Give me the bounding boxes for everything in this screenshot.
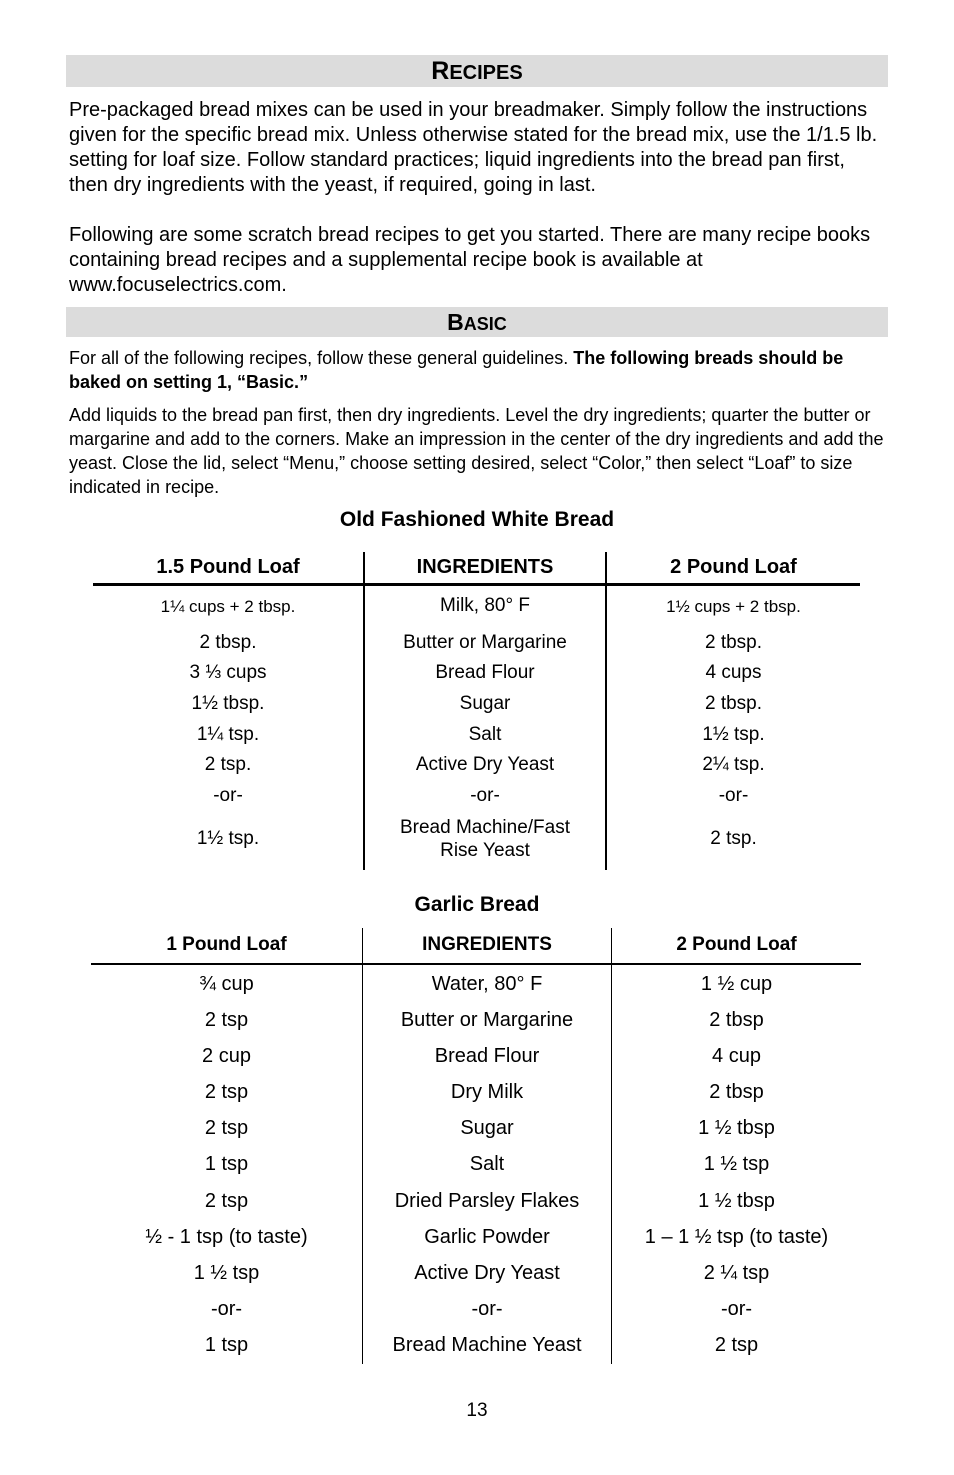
table-cell: Butter or Margarine xyxy=(400,1009,574,1031)
header-rule xyxy=(93,583,860,586)
garlic-bread-title: Garlic Bread xyxy=(414,893,540,916)
intro-paragraph: Pre-packaged bread mixes can be used in your breadmaker. Simply follow the instructions given for the specific bread mix. Unless otherwise stated for the bread mix, use the 1/1.5 lb. setting for loaf size. Follow standard practices; liquid ingredients into the bread pan first, then dry ingredients with the yeast, if required, going in last. xyxy=(69,99,878,196)
column-header-ingredients: INGREDIENTS xyxy=(422,934,552,955)
guidelines-text: For all of the following recipes, follow these general guidelines. xyxy=(69,348,574,368)
table-cell: 2 tbsp xyxy=(709,1081,764,1103)
table-cell: Dry Milk xyxy=(450,1081,524,1103)
table-cell: 4 cups xyxy=(705,662,762,683)
basic-heading-rest: ASIC xyxy=(463,314,507,334)
table-cell: 2 tsp xyxy=(204,1190,249,1212)
table-cell: 1½ tsp. xyxy=(196,828,260,849)
white-bread-title: Old Fashioned White Bread xyxy=(339,508,615,531)
table-cell: 2 tsp xyxy=(714,1334,759,1356)
table-cell: ½ - 1 tsp (to taste) xyxy=(145,1226,308,1248)
table-cell: ¾ cup xyxy=(199,973,254,995)
table-cell: -or- xyxy=(471,1298,503,1320)
table-cell xyxy=(365,816,605,862)
table-cell: 2 tbsp. xyxy=(199,632,257,653)
table-cell: -or- xyxy=(213,785,243,806)
recipes-heading-rest: ECIPES xyxy=(449,62,523,84)
table-cell: Garlic Powder xyxy=(424,1226,550,1248)
table-cell: Sugar xyxy=(460,1117,514,1139)
table-cell: 1½ tsp. xyxy=(702,724,765,745)
table-cell: 3 ⅓ cups xyxy=(189,662,267,683)
table-cell: 1¼ cups + 2 tbsp. xyxy=(160,597,296,616)
table-cell: Milk, 80° F xyxy=(440,595,530,616)
white-bread-table xyxy=(93,550,860,870)
table-cell: 1¼ tsp. xyxy=(196,724,260,745)
table-cell: 2 tsp xyxy=(204,1117,249,1139)
column-header-small-loaf: 1 Pound Loaf xyxy=(166,934,287,955)
ingredient-line: Rise Yeast xyxy=(440,840,530,861)
table-cell: Dried Parsley Flakes xyxy=(394,1190,580,1212)
recipes-heading xyxy=(66,55,888,87)
intro-paragraph-2: Following are some scratch bread recipes to get you started. There are many recipe books containing bread recipes and a supplemental recipe book is available at www.focuselectrics.com. xyxy=(69,224,871,296)
table-cell: 4 cup xyxy=(712,1045,761,1067)
column-header-small-loaf: 1.5 Pound Loaf xyxy=(156,556,300,578)
table-cell: 2 tbsp. xyxy=(704,632,763,653)
table-cell: 1½ tbsp. xyxy=(191,693,265,714)
table-cell: 2 tsp xyxy=(204,1009,249,1031)
column-header-ingredients: INGREDIENTS xyxy=(416,556,554,578)
table-cell: 1 ½ tbsp xyxy=(698,1117,775,1139)
table-cell: 2 ¼ tsp xyxy=(703,1262,770,1284)
table-cell: 2 tbsp xyxy=(709,1009,764,1031)
table-cell: Salt xyxy=(468,724,502,745)
column-header-large-loaf: 2 Pound Loaf xyxy=(676,934,797,955)
column-header-large-loaf: 2 Pound Loaf xyxy=(670,556,797,578)
instructions-paragraph: Add liquids to the bread pan first, then dry ingredients. Level the dry ingredients; quarter the butter or margarine and add to the corners. Make an impression in the center of the dry ingredients and add the yeast. Close the lid, select “Menu,” choose setting desired, select “Color,” then select “Loaf” to size indicated in recipe. xyxy=(69,405,884,497)
table-cell: 2 tsp. xyxy=(710,828,757,849)
table-cell: 1½ cups + 2 tbsp. xyxy=(666,597,801,616)
basic-heading-initial: B xyxy=(447,309,464,335)
table-cell: Water, 80° F xyxy=(431,973,543,995)
table-cell: Active Dry Yeast xyxy=(414,1262,560,1284)
table-cell: Butter or Margarine xyxy=(403,632,567,653)
ingredient-line: Bread Machine/Fast xyxy=(399,817,571,838)
table-cell: 1 ½ tsp xyxy=(703,1153,770,1175)
table-cell: -or- xyxy=(470,785,500,806)
guidelines-paragraph xyxy=(69,346,884,394)
table-cell: 1 – 1 ½ tsp (to taste) xyxy=(644,1226,829,1248)
table-cell: Salt xyxy=(469,1153,505,1175)
table-cell: -or- xyxy=(720,1298,753,1320)
table-cell: 1 ½ cup xyxy=(700,973,773,995)
table-cell: Active Dry Yeast xyxy=(415,754,555,775)
table-cell: 1 tsp xyxy=(204,1153,249,1175)
garlic-bread-table xyxy=(91,928,861,1364)
table-cell: Bread Machine Yeast xyxy=(392,1334,582,1356)
table-cell: 1 ½ tbsp xyxy=(698,1190,775,1212)
header-rule xyxy=(91,963,861,965)
basic-heading xyxy=(66,307,888,337)
table-cell: 2 tbsp. xyxy=(704,693,763,714)
recipes-heading-initial: R xyxy=(431,57,450,85)
table-cell: -or- xyxy=(718,785,749,806)
table-cell: 1 ½ tsp xyxy=(193,1262,260,1284)
table-cell: 2 cup xyxy=(202,1045,251,1067)
table-cell: 1 tsp xyxy=(204,1334,249,1356)
table-cell: Bread Flour xyxy=(435,662,535,683)
table-cell: 2 tsp. xyxy=(204,754,252,775)
page-number: 13 xyxy=(466,1400,488,1421)
table-cell: 2¼ tsp. xyxy=(702,754,765,775)
table-cell: Sugar xyxy=(459,693,511,714)
guidelines-bold-text: The following breads should be baked on setting 1, “Basic.” xyxy=(69,348,844,392)
table-cell: Bread Flour xyxy=(434,1045,540,1067)
table-cell: 2 tsp xyxy=(204,1081,249,1103)
table-cell: -or- xyxy=(210,1298,243,1320)
